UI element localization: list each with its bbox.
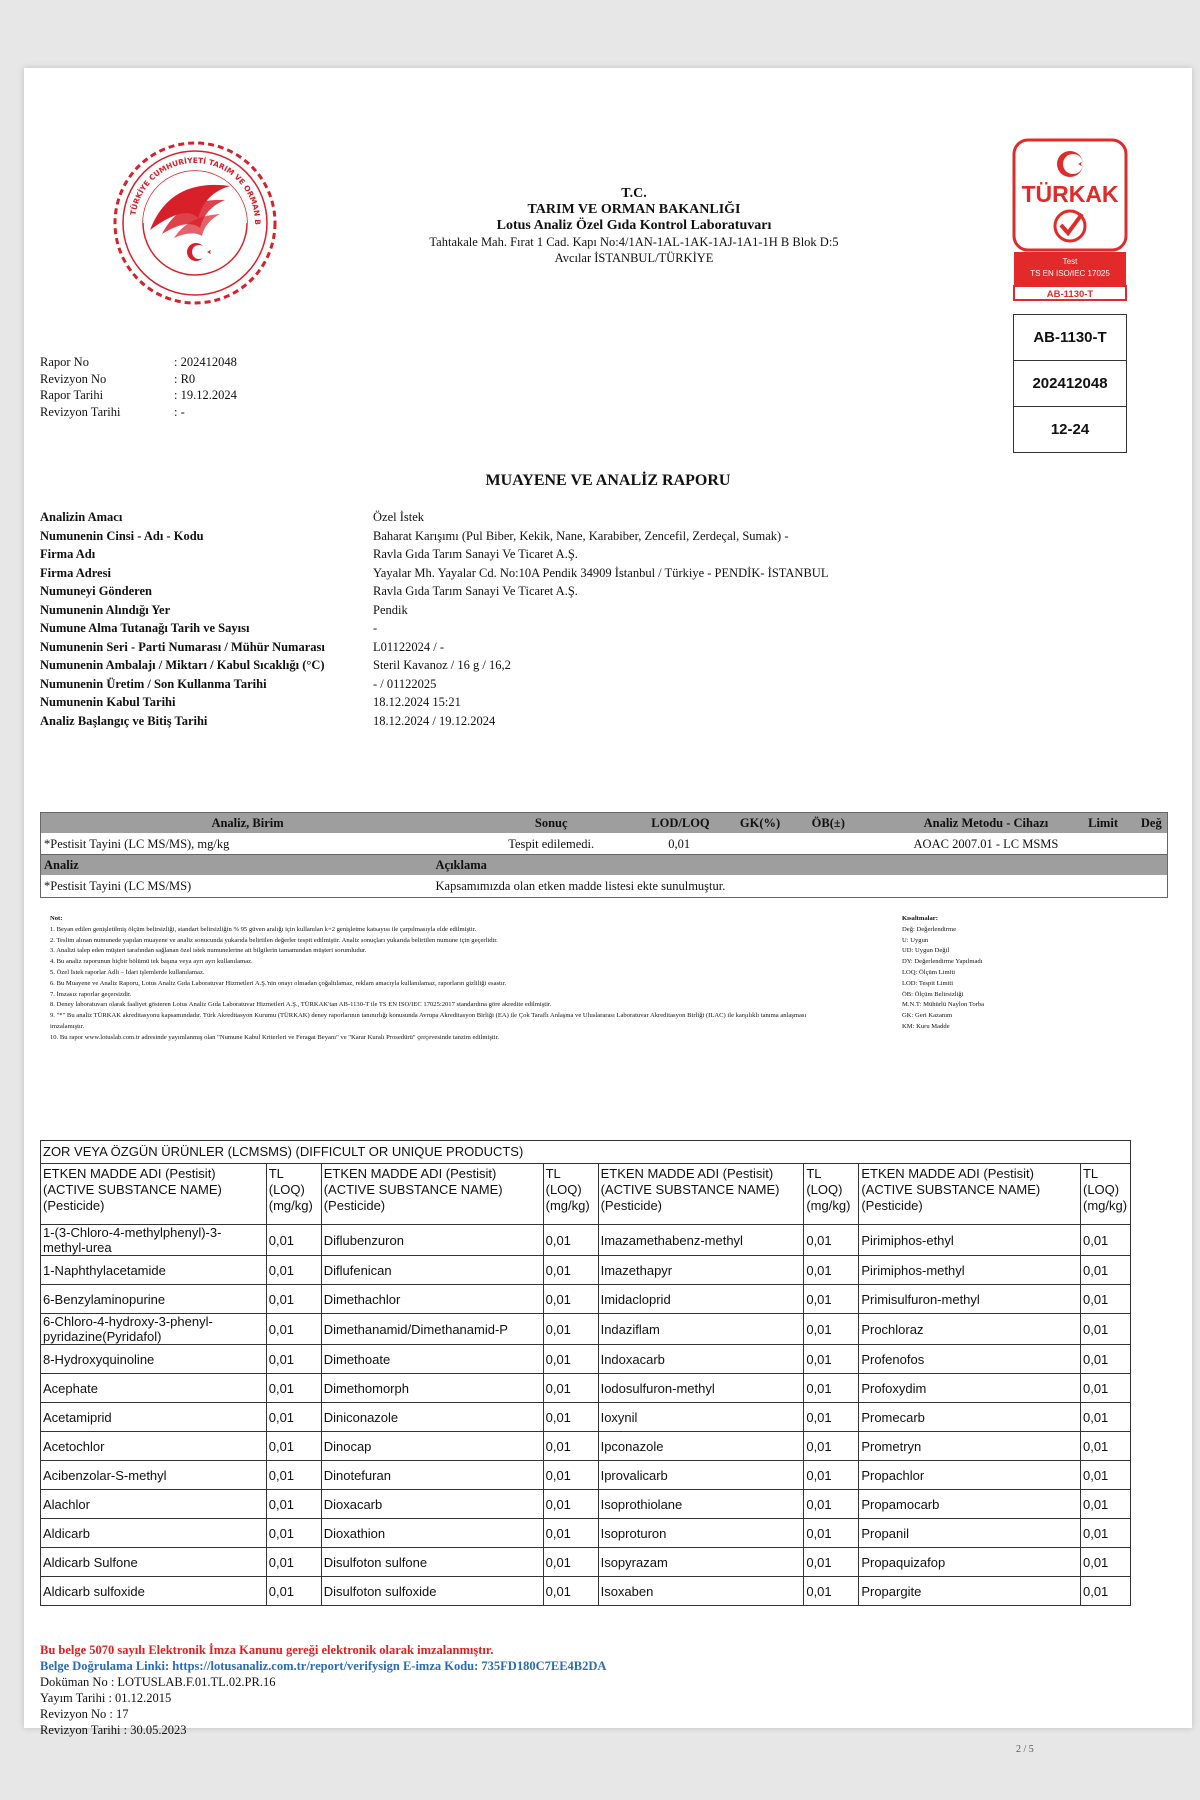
results-header: Limit: [1085, 813, 1138, 834]
pesticide-name-cell: 6-Chloro-4-hydroxy-3-phenyl-pyridazine(Pyridafol): [41, 1314, 267, 1345]
pesticide-tl-cell: 0,01: [804, 1461, 859, 1490]
info-value: Ravla Gıda Tarım Sanayi Ve Ticaret A.Ş.: [373, 547, 578, 561]
abbreviation-item: LOD: Tespit Limiti: [902, 979, 954, 987]
pesticide-tl-cell: 0,01: [543, 1461, 598, 1490]
meta-value: : 202412048: [174, 355, 237, 369]
info-value: L01122024 / -: [373, 639, 445, 654]
pesticide-tl-cell: 0,01: [1080, 1548, 1130, 1577]
explanation-cell: Kapsamımızda olan etken madde listesi ekte sunulmuştur.: [435, 878, 726, 893]
pesticide-name-cell: Propachlor: [859, 1461, 1081, 1490]
pesticide-name-cell: Aldicarb Sulfone: [41, 1548, 267, 1577]
table-row: [41, 1314, 1131, 1345]
pesticide-name-cell: Indoxacarb: [598, 1345, 804, 1374]
pesticide-name-cell: Ipconazole: [598, 1432, 804, 1461]
note-item: 4. Bu analiz raporunun hiçbir bölümü tek başına veya ayrı ayrı kullanılamaz.: [50, 958, 253, 966]
pesticide-name-cell: Dimethachlor: [321, 1285, 543, 1314]
results-cell: *Pestisit Tayini (LC MS/MS), mg/kg: [44, 836, 230, 851]
pesticide-name-cell: Ioxynil: [598, 1403, 804, 1432]
accreditation-code-box: [1013, 314, 1127, 453]
meta-value: : -: [174, 404, 185, 419]
table-row: [41, 875, 1168, 898]
info-label: Numune Alma Tutanağı Tarih ve Sayısı: [40, 621, 250, 635]
pesticide-name-cell: Profenofos: [859, 1345, 1081, 1374]
info-label: Numunenin Üretim / Son Kullanma Tarihi: [40, 676, 267, 691]
meta-label: Rapor Tarihi: [40, 388, 104, 402]
page-number: 2 / 5: [1016, 1744, 1034, 1755]
pesticide-name-cell: Diflubenzuron: [321, 1225, 543, 1256]
pesticide-name-header: ETKEN MADDE ADI (Pestisit) (ACTIVE SUBSTANCE NAME) (Pesticide): [859, 1164, 1081, 1225]
header-lab-name: Lotus Analiz Özel Gıda Kontrol Laboratuvarı: [496, 218, 772, 233]
sample-info: [40, 508, 828, 730]
pesticide-tl-header: TL (LOQ) (mg/kg): [804, 1164, 859, 1225]
note-item: 7. İmzasız raporlar geçersizdir.: [50, 990, 132, 998]
pesticide-name-cell: Acephate: [41, 1374, 267, 1403]
pesticide-tl-cell: 0,01: [266, 1432, 321, 1461]
pesticide-tl-cell: 0,01: [1080, 1432, 1130, 1461]
table-row: [41, 1519, 1131, 1548]
note-item: 1. Beyan edilen genişletilmiş ölçüm belirsizliği, standart belirsizliğin % 95 güven aralığı için kullanılan k=2 genişletme katsayısı ile çarpılmasıyla elde edilmiştir.: [50, 925, 477, 933]
info-label: Firma Adresi: [40, 565, 111, 580]
pesticide-name-cell: Prochloraz: [859, 1314, 1081, 1345]
meta-label: Revizyon Tarihi: [40, 404, 121, 419]
esign-notice: Bu belge 5070 sayılı Elektronik İmza Kanunu gereği elektronik olarak imzalanmıştır.: [40, 1643, 494, 1657]
notes-title: Not:: [50, 915, 63, 922]
header-ministry: TARIM VE ORMAN BAKANLIĞI: [527, 202, 741, 217]
pesticide-tl-cell: 0,01: [266, 1285, 321, 1314]
pesticide-name-cell: Isoprothiolane: [598, 1490, 804, 1519]
table-row: [41, 1577, 1131, 1606]
table-row: [41, 1225, 1131, 1256]
results-header: Sonuç: [454, 813, 648, 834]
info-value: - / 01122025: [373, 676, 437, 691]
pesticide-tl-cell: 0,01: [1080, 1490, 1130, 1519]
explanation-header: Açıklama: [433, 855, 1168, 876]
pesticide-tl-cell: 0,01: [266, 1225, 321, 1256]
document-number: Doküman No : LOTUSLAB.F.01.TL.02.PR.16: [40, 1675, 276, 1689]
pesticide-name-cell: Acetamiprid: [41, 1403, 267, 1432]
pesticide-name-cell: Dinocap: [321, 1432, 543, 1461]
pesticide-tl-cell: 0,01: [543, 1256, 598, 1285]
info-label: Firma Adı: [40, 547, 96, 561]
pesticide-tl-cell: 0,01: [804, 1577, 859, 1606]
abbreviations: [902, 914, 1132, 1033]
table-row: [41, 1548, 1131, 1577]
pesticide-name-header: ETKEN MADDE ADI (Pestisit) (ACTIVE SUBSTANCE NAME) (Pesticide): [321, 1164, 543, 1225]
pesticide-name-cell: Acetochlor: [41, 1432, 267, 1461]
info-value: 18.12.2024 / 19.12.2024: [373, 713, 496, 728]
svg-text:TÜRKİYE CUMHURİYETİ TARIM VE O: TÜRKİYE CUMHURİYETİ TARIM VE ORMAN B: [128, 155, 263, 226]
pesticide-tl-cell: 0,01: [543, 1225, 598, 1256]
pesticide-name-cell: Dimethanamid/Dimethanamid-P: [321, 1314, 543, 1345]
table-row: [41, 1490, 1131, 1519]
info-label: Numunenin Ambalajı / Miktarı / Kabul Sıcaklığı (°C): [40, 658, 325, 672]
info-value: Baharat Karışımı (Pul Biber, Kekik, Nane, Karabiber, Zencefil, Zerdeçal, Sumak) -: [373, 528, 789, 543]
pesticide-name-cell: Prometryn: [859, 1432, 1081, 1461]
pesticide-name-cell: Isoxaben: [598, 1577, 804, 1606]
abbreviation-item: ÖB: Ölçüm Belirsizliği: [902, 990, 964, 998]
pesticide-name-cell: Disulfoton sulfoxide: [321, 1577, 543, 1606]
abbreviation-item: KM: Kuru Madde: [902, 1022, 950, 1030]
pesticide-tl-cell: 0,01: [266, 1314, 321, 1345]
explanation-cell: *Pestisit Tayini (LC MS/MS): [44, 878, 192, 893]
pesticide-name-cell: 6-Benzylaminopurine: [41, 1285, 267, 1314]
info-value: Ravla Gıda Tarım Sanayi Ve Ticaret A.Ş.: [373, 584, 578, 598]
pesticide-tl-cell: 0,01: [1080, 1225, 1130, 1256]
info-value: Yayalar Mh. Yayalar Cd. No:10A Pendik 34909 İstanbul / Türkiye - PENDİK- İSTANBUL: [373, 565, 829, 580]
pesticide-name-cell: Alachlor: [41, 1490, 267, 1519]
pesticide-name-cell: Imazamethabenz-methyl: [598, 1225, 804, 1256]
note-item: 10. Bu rapor www.lotuslab.com.tr adresinde yayımlanmış olan "Numune Kabul Kriterleri ve Feragat Beyanı" ve "Karar Kuralı Prosedürü" çerçevesinde tanzim edilmiştir.: [50, 1033, 500, 1041]
results-header: Değ: [1138, 813, 1168, 834]
pesticide-name-cell: 1-(3-Chloro-4-methylphenyl)-3-methyl-urea: [41, 1225, 267, 1256]
pesticide-name-cell: Isopyrazam: [598, 1548, 804, 1577]
pesticide-name-cell: Acibenzolar-S-methyl: [41, 1461, 267, 1490]
pesticide-name-cell: Diniconazole: [321, 1403, 543, 1432]
meta-value: : R0: [174, 371, 196, 386]
pesticide-tl-cell: 0,01: [804, 1285, 859, 1314]
pesticide-tl-cell: 0,01: [804, 1225, 859, 1256]
abbreviation-item: GK: Geri Kazanım: [902, 1012, 953, 1020]
note-item: 9. "*" Bu analiz TÜRKAK akreditasyonu kapsamındadır. Türk Akreditasyon Kurumu (TÜRKAK) deney raporlarının tanınırlığı konusunda Avrupa Akreditasyon Birliği (EA) ile Çok Taraflı Anlaşma ve Uluslararası Laboratuvar Akreditasyon Birliği (ILAC) ile karşılıklı tanıma anlaşması imzalamıştır.: [50, 1012, 807, 1030]
table-row: [41, 833, 1168, 856]
pesticide-name-cell: Pirimiphos-ethyl: [859, 1225, 1081, 1256]
explanation-table: [40, 854, 1168, 898]
pesticide-tl-cell: 0,01: [804, 1314, 859, 1345]
turkak-code: AB-1130-T: [1046, 289, 1094, 300]
results-cell: [809, 833, 887, 856]
pesticide-name-cell: 8-Hydroxyquinoline: [41, 1345, 267, 1374]
results-header: LOD/LOQ: [648, 813, 737, 834]
pesticide-name-cell: Dimethomorph: [321, 1374, 543, 1403]
pesticide-name-header: ETKEN MADDE ADI (Pestisit) (ACTIVE SUBSTANCE NAME) (Pesticide): [41, 1164, 267, 1225]
pesticide-tl-cell: 0,01: [543, 1548, 598, 1577]
note-item: 3. Analizi talep eden müşteri tarafından sağlanan özel istek numunelerine ait bilgilerin tamamından müşteri sorumludur.: [50, 947, 367, 955]
pesticide-tl-cell: 0,01: [804, 1490, 859, 1519]
pesticide-tl-cell: 0,01: [1080, 1403, 1130, 1432]
publication-date: Yayım Tarihi : 01.12.2015: [40, 1691, 172, 1705]
turkak-brand: TÜRKAK: [1021, 181, 1119, 207]
pesticide-tl-cell: 0,01: [543, 1577, 598, 1606]
note-item: 6. Bu Muayene ve Analiz Raporu, Lotus Analiz Gıda Laboratuvar Hizmetleri A.Ş.'nin onayı olmadan çoğaltılamaz, reklam amacıyla kullanılamaz, raporların gizliliği esastır.: [50, 979, 507, 987]
report-title: MUAYENE VE ANALİZ RAPORU: [485, 472, 731, 489]
lab-header: [324, 186, 944, 266]
note-item: 5. Özel İstek raporlar Adli – İdari işlemlerde kullanılamaz.: [50, 968, 205, 976]
pesticide-name-cell: Iprovalicarb: [598, 1461, 804, 1490]
pesticide-tl-header: TL (LOQ) (mg/kg): [543, 1164, 598, 1225]
table-row: [41, 1403, 1131, 1432]
period-box: 12-24: [1050, 421, 1090, 438]
abbreviation-item: M.N.T: Mühürlü Naylon Torba: [902, 1001, 985, 1009]
pesticide-tl-cell: 0,01: [804, 1432, 859, 1461]
pesticide-tl-cell: 0,01: [804, 1345, 859, 1374]
pesticide-tl-cell: 0,01: [543, 1490, 598, 1519]
pesticide-name-cell: Propaquizafop: [859, 1548, 1081, 1577]
results-header: ÖB(±): [809, 813, 887, 834]
pesticide-tl-cell: 0,01: [543, 1314, 598, 1345]
pesticide-name-cell: Dioxacarb: [321, 1490, 543, 1519]
table-row: [41, 1256, 1131, 1285]
info-value: 18.12.2024 15:21: [373, 695, 461, 709]
table-row: [41, 1374, 1131, 1403]
meta-value: : 19.12.2024: [174, 388, 237, 402]
verification-link[interactable]: Belge Doğrulama Linki: https://lotusanaliz.com.tr/report/verifysign E-imza Kodu: 735FD180C7EE4B2DA: [40, 1659, 607, 1673]
abbreviation-item: U: Uygun: [902, 936, 929, 944]
revision-date: Revizyon Tarihi : 30.05.2023: [40, 1723, 187, 1737]
pesticide-table-body: [41, 1225, 1131, 1606]
pesticide-tl-cell: 0,01: [266, 1548, 321, 1577]
turkak-test: Test: [1062, 257, 1078, 266]
ministry-logo: [110, 138, 280, 308]
info-label: Analizin Amacı: [40, 510, 123, 524]
info-label: Numuneyi Gönderen: [40, 584, 152, 598]
pesticide-name-cell: Propargite: [859, 1577, 1081, 1606]
table-row: [41, 1461, 1131, 1490]
results-header: Analiz, Birim: [41, 813, 455, 834]
pesticide-name-cell: Aldicarb: [41, 1519, 267, 1548]
pesticide-name-cell: Iodosulfuron-methyl: [598, 1374, 804, 1403]
pesticide-tl-cell: 0,01: [1080, 1461, 1130, 1490]
note-item: 8. Deney laboratuvarı olarak faaliyet gösteren Lotus Analiz Gıda Laboratuvar Hizmetleri A.Ş., TÜRKAK'tan AB-1130-T ile TS EN ISO/IEC 17025:2017 standardına göre akredite edilmiştir.: [50, 1001, 552, 1009]
pesticide-name-cell: Diflufenican: [321, 1256, 543, 1285]
results-cell: [737, 833, 809, 856]
table-row: [41, 1345, 1131, 1374]
results-cell: 0,01: [668, 836, 691, 851]
meta-label: Revizyon No: [40, 371, 107, 386]
results-cell: [1085, 833, 1138, 856]
pesticide-tl-cell: 0,01: [543, 1374, 598, 1403]
header-address-2: Avcılar İSTANBUL/TÜRKİYE: [554, 251, 714, 265]
abbreviation-item: Değ: Değerlendirme: [902, 925, 957, 933]
pesticide-tl-cell: 0,01: [543, 1285, 598, 1314]
pesticide-name-cell: Primisulfuron-methyl: [859, 1285, 1081, 1314]
pesticide-tl-cell: 0,01: [543, 1403, 598, 1432]
pesticide-tl-cell: 0,01: [804, 1548, 859, 1577]
pesticide-tl-cell: 0,01: [543, 1432, 598, 1461]
info-label: Numunenin Seri - Parti Numarası / Mühür Numarası: [40, 639, 325, 654]
abbreviation-item: UD: Uygun Değil: [902, 947, 950, 955]
pesticide-tl-cell: 0,01: [804, 1403, 859, 1432]
pesticide-name-cell: Propamocarb: [859, 1490, 1081, 1519]
pesticide-tl-cell: 0,01: [804, 1519, 859, 1548]
info-label: Numunenin Alındığı Yer: [40, 602, 171, 617]
pesticide-name-cell: Imidacloprid: [598, 1285, 804, 1314]
pesticide-tl-cell: 0,01: [1080, 1256, 1130, 1285]
explanation-header: Analiz: [41, 855, 433, 876]
report-meta: [40, 354, 237, 420]
pesticide-tl-cell: 0,01: [266, 1374, 321, 1403]
pesticide-tl-cell: 0,01: [804, 1374, 859, 1403]
abbreviation-item: DY: Değerlendirme Yapılmadı: [902, 958, 983, 966]
table-row: [41, 1285, 1131, 1314]
meta-label: Rapor No: [40, 355, 89, 369]
pesticide-tl-cell: 0,01: [1080, 1577, 1130, 1606]
pesticide-tl-cell: 0,01: [266, 1490, 321, 1519]
pesticide-tl-cell: 0,01: [266, 1403, 321, 1432]
pesticide-tl-cell: 0,01: [266, 1345, 321, 1374]
report-page: [24, 68, 1192, 1755]
document-footer: [40, 1642, 606, 1738]
pesticide-name-header: ETKEN MADDE ADI (Pestisit) (ACTIVE SUBSTANCE NAME) (Pesticide): [598, 1164, 804, 1225]
pesticide-tl-cell: 0,01: [1080, 1345, 1130, 1374]
pesticide-tl-cell: 0,01: [543, 1519, 598, 1548]
pesticide-table: [40, 1163, 1131, 1606]
pesticide-tl-cell: 0,01: [266, 1577, 321, 1606]
table-row: [41, 1432, 1131, 1461]
pesticide-tl-cell: 0,01: [266, 1256, 321, 1285]
results-header: GK(%): [737, 813, 809, 834]
pesticide-tl-cell: 0,01: [1080, 1519, 1130, 1548]
results-header: Analiz Metodu - Cihazı: [887, 813, 1085, 834]
pesticide-tl-cell: 0,01: [1080, 1314, 1130, 1345]
info-value: Özel İstek: [373, 510, 425, 524]
pesticide-name-cell: Dimethoate: [321, 1345, 543, 1374]
pesticide-name-cell: Aldicarb sulfoxide: [41, 1577, 267, 1606]
info-label: Analiz Başlangıç ve Bitiş Tarihi: [40, 713, 208, 728]
results-table: [40, 812, 1168, 856]
abbreviations-title: Kısaltmalar:: [902, 915, 938, 922]
results-cell: [1138, 833, 1168, 856]
pesticide-tl-header: TL (LOQ) (mg/kg): [1080, 1164, 1130, 1225]
pesticide-tl-cell: 0,01: [1080, 1374, 1130, 1403]
pesticide-name-cell: 1-Naphthylacetamide: [41, 1256, 267, 1285]
pesticide-tl-cell: 0,01: [1080, 1285, 1130, 1314]
note-item: 2. Teslim alınan numunede yapılan muayene ve analiz sonucunda yukarıda belirtilen değerler tespit edilmiştir. Analiz sonuçları yukarıda belirtilen numune için geçerlidir.: [50, 936, 498, 944]
info-label: Numunenin Kabul Tarihi: [40, 695, 176, 709]
revision-number: Revizyon No : 17: [40, 1707, 129, 1721]
pesticide-name-cell: Isoproturon: [598, 1519, 804, 1548]
header-line-1: T.C.: [621, 186, 647, 201]
pesticide-name-cell: Dioxathion: [321, 1519, 543, 1548]
results-cell: AOAC 2007.01 - LC MSMS: [913, 836, 1059, 851]
turkak-logo: [1012, 138, 1128, 302]
pesticide-name-cell: Profoxydim: [859, 1374, 1081, 1403]
pesticide-name-cell: Dinotefuran: [321, 1461, 543, 1490]
pesticide-tl-cell: 0,01: [543, 1345, 598, 1374]
pesticide-name-cell: Propanil: [859, 1519, 1081, 1548]
info-label: Numunenin Cinsi - Adı - Kodu: [40, 528, 204, 543]
pesticide-tl-cell: 0,01: [804, 1256, 859, 1285]
pesticide-tl-cell: 0,01: [266, 1519, 321, 1548]
notes: [50, 914, 840, 1044]
pesticide-tl-cell: 0,01: [266, 1461, 321, 1490]
info-value: -: [373, 621, 378, 635]
pesticide-name-cell: Imazethapyr: [598, 1256, 804, 1285]
results-cell: Tespit edilemedi.: [508, 836, 595, 851]
pesticide-list-title: ZOR VEYA ÖZGÜN ÜRÜNLER (LCMSMS) (DIFFICULT OR UNIQUE PRODUCTS): [40, 1140, 1131, 1164]
turkak-standard: TS EN ISO/IEC 17025: [1030, 269, 1110, 278]
pesticide-name-cell: Indaziflam: [598, 1314, 804, 1345]
report-number-box: 202412048: [1014, 361, 1126, 407]
header-address-1: Tahtakale Mah. Fırat 1 Cad. Kapı No:4/1AN-1AL-1AK-1AJ-1A1-1H B Blok D:5: [429, 235, 839, 249]
pesticide-name-cell: Promecarb: [859, 1403, 1081, 1432]
pesticide-tl-header: TL (LOQ) (mg/kg): [266, 1164, 321, 1225]
info-value: Steril Kavanoz / 16 g / 16,2: [373, 658, 511, 672]
pesticide-name-cell: Pirimiphos-methyl: [859, 1256, 1081, 1285]
info-value: Pendik: [373, 602, 408, 617]
accreditation-code: AB-1130-T: [1014, 315, 1126, 361]
pesticide-name-cell: Disulfoton sulfone: [321, 1548, 543, 1577]
abbreviation-item: LOQ: Ölçüm Limiti: [902, 968, 956, 976]
